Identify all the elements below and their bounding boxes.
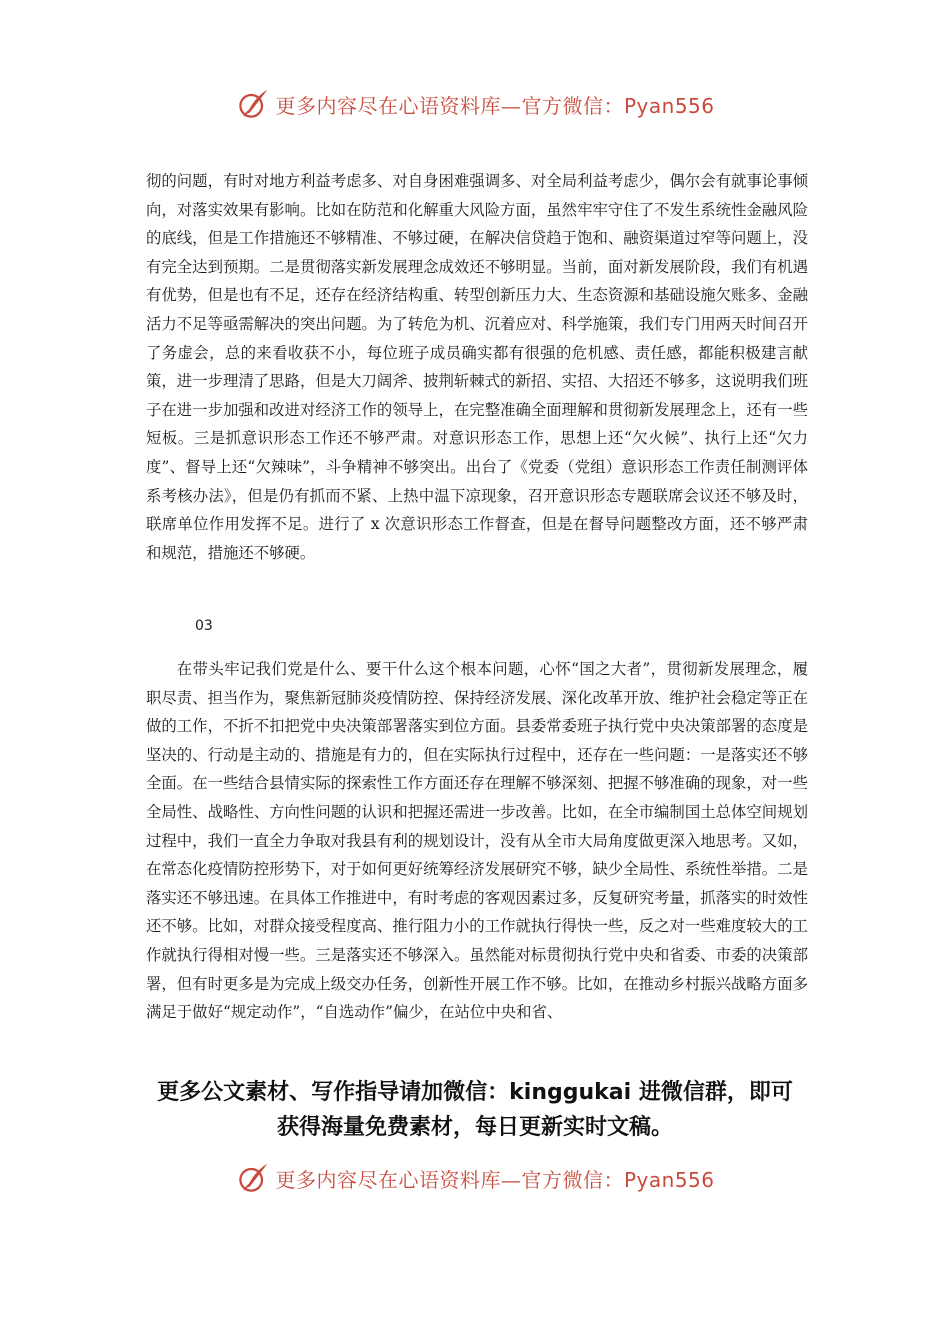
- quill-pen-logo-icon: [235, 1160, 271, 1196]
- promo-line-2: 获得海量免费素材，每日更新实时文稿。: [276, 1115, 673, 1140]
- body-paragraph: 彻的问题，有时对地方利益考虑多、对自身困难强调多、对全局利益考虑少，偶尔会有就事论事倾向，对落实效果有影响。比如在防范和化解重大风险方面，虽然牢牢守住了不发生系统性金融风险的底线，但是工作措施还不够精准、不够过硬，在解决信贷趋于饱和、融资渠道过窄等问题上，没有完全达到预期。二是贯彻落实新发展理念成效还不够明显。当前，面对新发展阶段，我们有机遇有优势，但是也有不足，还存在经济结构重、转型创新压力大、生态资源和基础设施欠账多、金融活力不足等亟需解决的突出问题。为了转危为机、沉着应对、科学施策，我们专门用两天时间召开了务虚会，总的来看收获不小，每位班子成员确实都有很强的危机感、责任感，都能积极建言献策，进一步理清了思路，但是大刀阔斧、披荆斩棘式的新招、实招、大招还不够多，这说明我们班子在进一步加强和改进对经济工作的领导上，在完整准确全面理解和贯彻新发展理念上，还有一些短板。三是抓意识形态工作还不够严肃。对意识形态工作，思想上还“欠火候”、执行上还“欠力度”、督导上还“欠辣味”，斗争精神不够突出。出台了《党委（党组）意识形态工作责任制测评体系考核办法》，但是仍有抓而不紧、上热中温下凉现象，召开意识形态专题联席会议还不够及时，联席单位作用发挥不足。进行了 x 次意识形态工作督查，但是在督导问题整改方面，还不够严肃和规范，措施还不够硬。: [146, 172, 808, 562]
- quill-pen-logo-icon: [235, 86, 271, 122]
- section-number: 03: [195, 618, 213, 634]
- watermark-text: 更多内容尽在心语资料库—官方微信：Pyan556: [275, 1167, 715, 1192]
- watermark-text: 更多内容尽在心语资料库—官方微信：Pyan556: [275, 93, 715, 118]
- header-watermark: [0, 84, 950, 124]
- promo-banner: [120, 1075, 830, 1145]
- footer-watermark: [0, 1158, 950, 1198]
- promo-line-1: 更多公文素材、写作指导请加微信：kinggukai 进微信群，即可: [157, 1080, 793, 1105]
- body-paragraph: 在带头牢记我们党是什么、要干什么这个根本问题，心怀“国之大者”，贯彻新发展理念，履职尽责、担当作为，聚焦新冠肺炎疫情防控、保持经济发展、深化改革开放、维护社会稳定等正在做的工作，不折不扣把党中央决策部署落实到位方面。县委常委班子执行党中央决策部署的态度是坚决的、行动是主动的、措施是有力的，但在实际执行过程中，还存在一些问题：一是落实还不够全面。在一些结合县情实际的探索性工作方面还存在理解不够深刻、把握不够准确的现象，对一些全局性、战略性、方向性问题的认识和把握还需进一步改善。比如，在全市编制国土总体空间规划过程中，我们一直全力争取对我县有利的规划设计，没有从全市大局角度做更深入地思考。又如，在常态化疫情防控形势下，对于如何更好统筹经济发展研究不够，缺少全局性、系统性举措。二是落实还不够迅速。在具体工作推进中，有时考虑的客观因素过多，反复研究考量，抓落实的时效性还不够。比如，对群众接受程度高、推行阻力小的工作就执行得快一些，反之对一些难度较大的工作就执行得相对慢一些。三是落实还不够深入。虽然能对标贯彻执行党中央和省委、市委的决策部署，但有时更多是为完成上级交办任务，创新性开展工作不够。比如，在推动乡村振兴战略方面多满足于做好“规定动作”，“自选动作”偏少，在站位中央和省、: [146, 660, 808, 1022]
